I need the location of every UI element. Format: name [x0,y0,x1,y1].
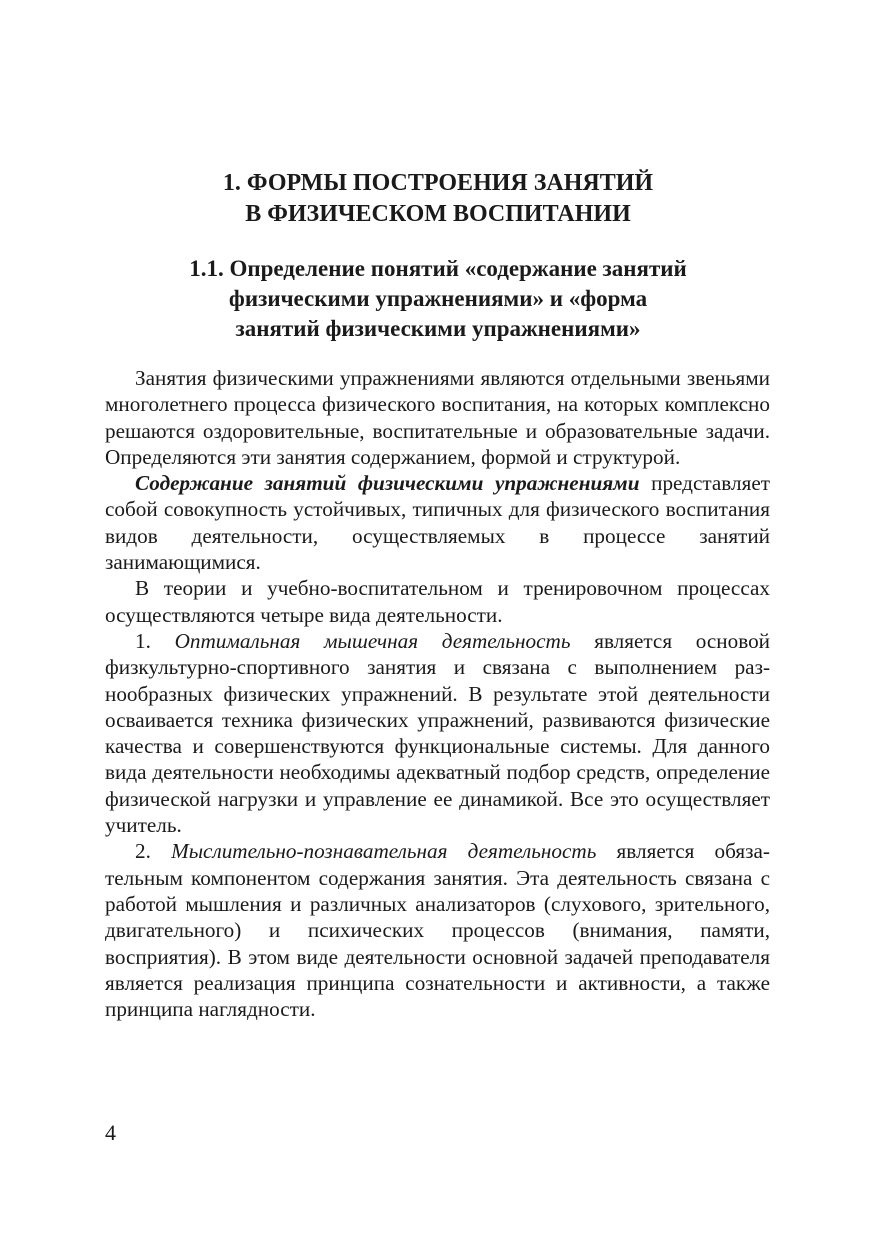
paragraph-activity-1-text: является основой физкультурно-спортивного занятия и связана с выполнением разнообразных физических упражнений. В результате этой деятельности осваивается техника физических упражнений, развиваются физические качества и совершенствуются функциональные системы. Для данного вида деятельности необходимы адекватный подбор средств, определение физической нагрузки и управление ее динамикой. Все это осуществляет учитель. [105,628,771,838]
section-title [0,254,876,344]
section-title-line-2: физическими упражнениями» и «форма [228,286,648,311]
page-number: 4 [105,1120,116,1145]
term-cognitive-activity: Мыслительно-познавательная деятельность [171,839,597,864]
paragraph-content-definition-text: представляет собой совокупность устойчивых, типичных для физического воспитания видов деятельности, осуществляемых в процессе занятий занимающимися. [105,471,770,575]
list-number-1: 1. [135,628,175,653]
term-muscular-activity: Оптимальная мышечная деятельность [174,628,571,653]
paragraph-activity-1 [105,628,770,838]
section-title-line-1: 1.1. Определение понятий «содержание занятий [189,256,687,281]
list-number-2: 2. [135,839,172,864]
paragraph-content-definition [105,470,770,575]
body-text [105,365,770,1022]
paragraph-activity-types: В теории и учебно-воспитательном и тренировочном процессах осуществляются четыре вида деятельности. [105,576,770,627]
paragraph-intro: Занятия физическими упражнениями являются отдельными звеньями многолетнего процесса физического воспитания, на которых комплексно решаются оздоровительные, воспитательные и образовательные задачи. Определяются эти занятия содержанием, формой и структурой. [105,366,770,469]
paragraph-activity-2 [105,838,770,1022]
chapter-title [0,168,876,230]
paragraph-activity-2-text: является обязательным компонентом содержания занятия. Эта деятельность связана с работой мышления и различных анализаторов (слухового, зрительного, двигательного) и психических процессов (внимания, памяти, восприятия). В этом виде деятельности основной задачей преподавателя является реализация принципа сознательности и активности, а также принципа наглядности. [105,839,770,1022]
section-title-line-3: занятий физическими упражнениями» [235,316,641,341]
term-content: Содержание занятий физическими упражнениями [135,471,640,496]
chapter-title-line-1: 1. ФОРМЫ ПОСТРОЕНИЯ ЗАНЯТИЙ [222,170,654,196]
chapter-title-line-2: В ФИЗИЧЕСКОМ ВОСПИТАНИИ [245,201,631,227]
